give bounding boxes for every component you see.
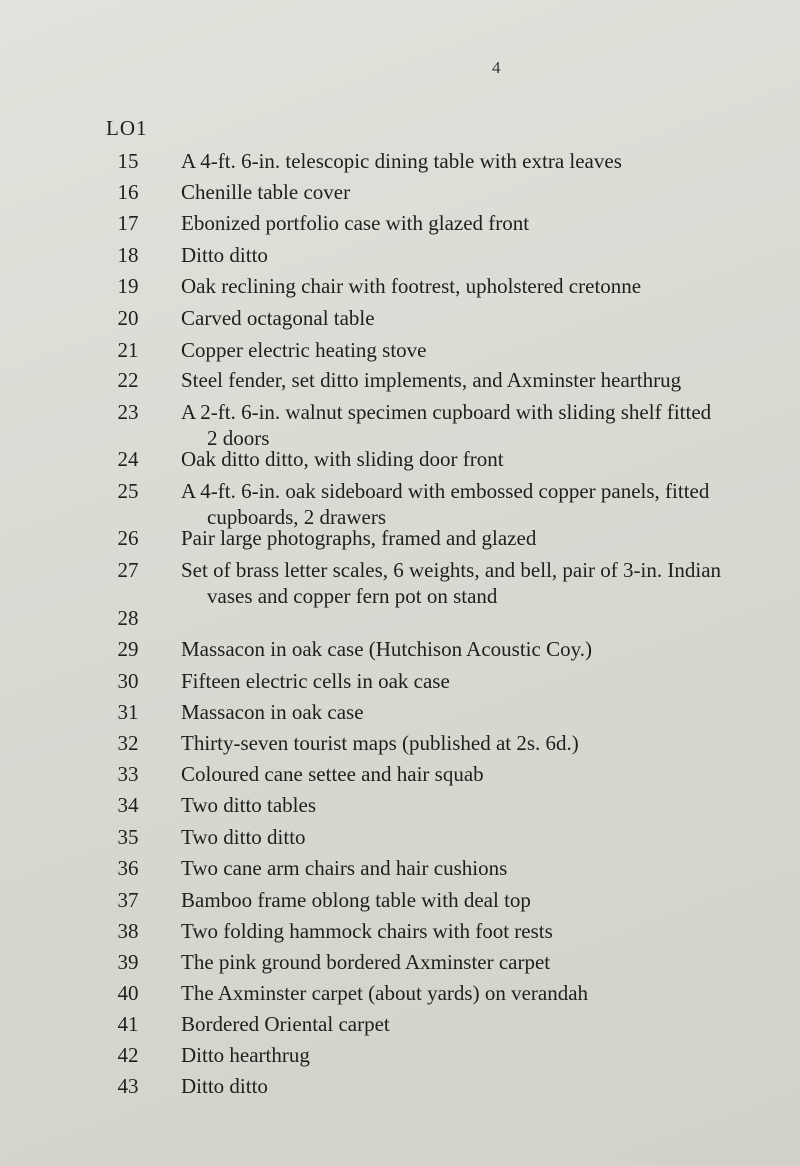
lot-description-line: Bamboo frame oblong table with deal top <box>181 888 531 912</box>
lot-description <box>181 242 794 268</box>
lot-description <box>181 855 794 881</box>
lot-number: 16 <box>117 180 139 204</box>
lot-description-line: Ditto ditto <box>181 243 268 267</box>
lot-description <box>181 337 794 363</box>
lot-number: 26 <box>117 526 139 550</box>
lot-description <box>181 210 794 236</box>
lot-number: 29 <box>117 637 139 661</box>
lot-description-continuation: cupboards, 2 drawers <box>207 505 387 529</box>
lot-description-line: Carved octagonal table <box>181 306 375 330</box>
lot-description-line: A 4-ft. 6-in. telescopic dining table with extra leaves <box>181 149 622 173</box>
lot-description-line: Two ditto ditto <box>181 825 306 849</box>
header-lot-number: LO1 <box>106 116 148 140</box>
lot-description <box>181 918 794 944</box>
lot-number: 22 <box>117 368 139 392</box>
lot-description <box>181 478 794 530</box>
lot-description <box>181 525 794 551</box>
lot-description <box>181 761 794 787</box>
lot-number: 36 <box>117 856 139 880</box>
lot-number: 30 <box>117 669 139 693</box>
lot-number: 25 <box>117 479 139 503</box>
lot-description <box>181 148 794 174</box>
lot-number: 15 <box>117 149 139 173</box>
lot-description <box>181 887 794 913</box>
lot-description <box>181 367 794 393</box>
lot-number: 41 <box>117 1012 139 1036</box>
page-number: 4 <box>492 58 501 77</box>
lot-description <box>181 699 794 725</box>
lot-number: 21 <box>117 338 139 362</box>
lot-description-continuation: vases and copper fern pot on stand <box>207 584 498 608</box>
lot-number: 40 <box>117 981 139 1005</box>
lot-number: 31 <box>117 700 139 724</box>
lot-number: 33 <box>117 762 139 786</box>
lot-description-line: Steel fender, set ditto implements, and Axminster hearthrug <box>181 368 682 392</box>
lot-number: 27 <box>117 558 139 582</box>
lot-number: 23 <box>117 400 139 424</box>
lot-number: 17 <box>117 211 139 235</box>
lot-description-line: Ditto hearthrug <box>181 1043 310 1067</box>
lot-description <box>181 305 794 331</box>
lot-description-line: A 4-ft. 6-in. oak sideboard with embossed copper panels, fitted <box>181 479 710 503</box>
lot-description <box>181 399 794 451</box>
lot-description <box>181 668 794 694</box>
lot-number: 24 <box>117 447 139 471</box>
lot-description-line: Bordered Oriental carpet <box>181 1012 390 1036</box>
lot-description <box>181 1073 794 1099</box>
lot-number: 32 <box>117 731 139 755</box>
lot-description-line: Oak reclining chair with footrest, upholstered cretonne <box>181 274 642 298</box>
lot-description-line: Ebonized portfolio case with glazed front <box>181 211 530 235</box>
lot-description-line: Massacon in oak case (Hutchison Acoustic Coy.) <box>181 637 592 661</box>
lot-description <box>181 792 794 818</box>
lot-description-line: Set of brass letter scales, 6 weights, and bell, pair of 3-in. Indian <box>181 558 722 582</box>
lot-number: 35 <box>117 825 139 849</box>
lot-description <box>181 446 794 472</box>
lot-description-line: Oak ditto ditto, with sliding door front <box>181 447 504 471</box>
lot-description-line: Thirty-seven tourist maps (published at 2s. 6d.) <box>181 731 579 755</box>
lot-description <box>181 179 794 205</box>
lot-description <box>181 557 794 609</box>
lot-description-line: Copper electric heating stove <box>181 338 427 362</box>
lot-number: 19 <box>117 274 139 298</box>
lot-description <box>181 636 794 662</box>
lot-description <box>181 273 794 299</box>
lot-number: 34 <box>117 793 139 817</box>
lot-description <box>181 1011 794 1037</box>
lot-description <box>181 980 794 1006</box>
lot-description-line: Two folding hammock chairs with foot rests <box>181 919 553 943</box>
lot-number: 39 <box>117 950 139 974</box>
lot-description <box>181 824 794 850</box>
lot-number: 43 <box>117 1074 139 1098</box>
lot-description-continuation: 2 doors <box>207 426 270 450</box>
lot-description-line: The pink ground bordered Axminster carpet <box>181 950 551 974</box>
lot-description-line: Ditto ditto <box>181 1074 268 1098</box>
lot-description-line: Two ditto tables <box>181 793 317 817</box>
lot-description-line: Pair large photographs, framed and glazed <box>181 526 537 550</box>
lot-number: 37 <box>117 888 139 912</box>
lot-number: 18 <box>117 243 139 267</box>
lot-description-line: Fifteen electric cells in oak case <box>181 669 450 693</box>
lot-number: 38 <box>117 919 139 943</box>
lot-description-line: Massacon in oak case <box>181 700 364 724</box>
lot-description <box>181 949 794 975</box>
lot-description-line: Two cane arm chairs and hair cushions <box>181 856 508 880</box>
lot-number: 42 <box>117 1043 139 1067</box>
lot-description-line: Coloured cane settee and hair squab <box>181 762 484 786</box>
lot-description <box>181 1042 794 1068</box>
lot-description-line: The Axminster carpet (about yards) on verandah <box>181 981 589 1005</box>
lot-number: 28 <box>117 606 139 630</box>
lot-description <box>181 730 794 756</box>
lot-description-line: Chenille table cover <box>181 180 351 204</box>
lot-number: 20 <box>117 306 139 330</box>
lot-description-line: A 2-ft. 6-in. walnut specimen cupboard with sliding shelf fitted <box>181 400 712 424</box>
